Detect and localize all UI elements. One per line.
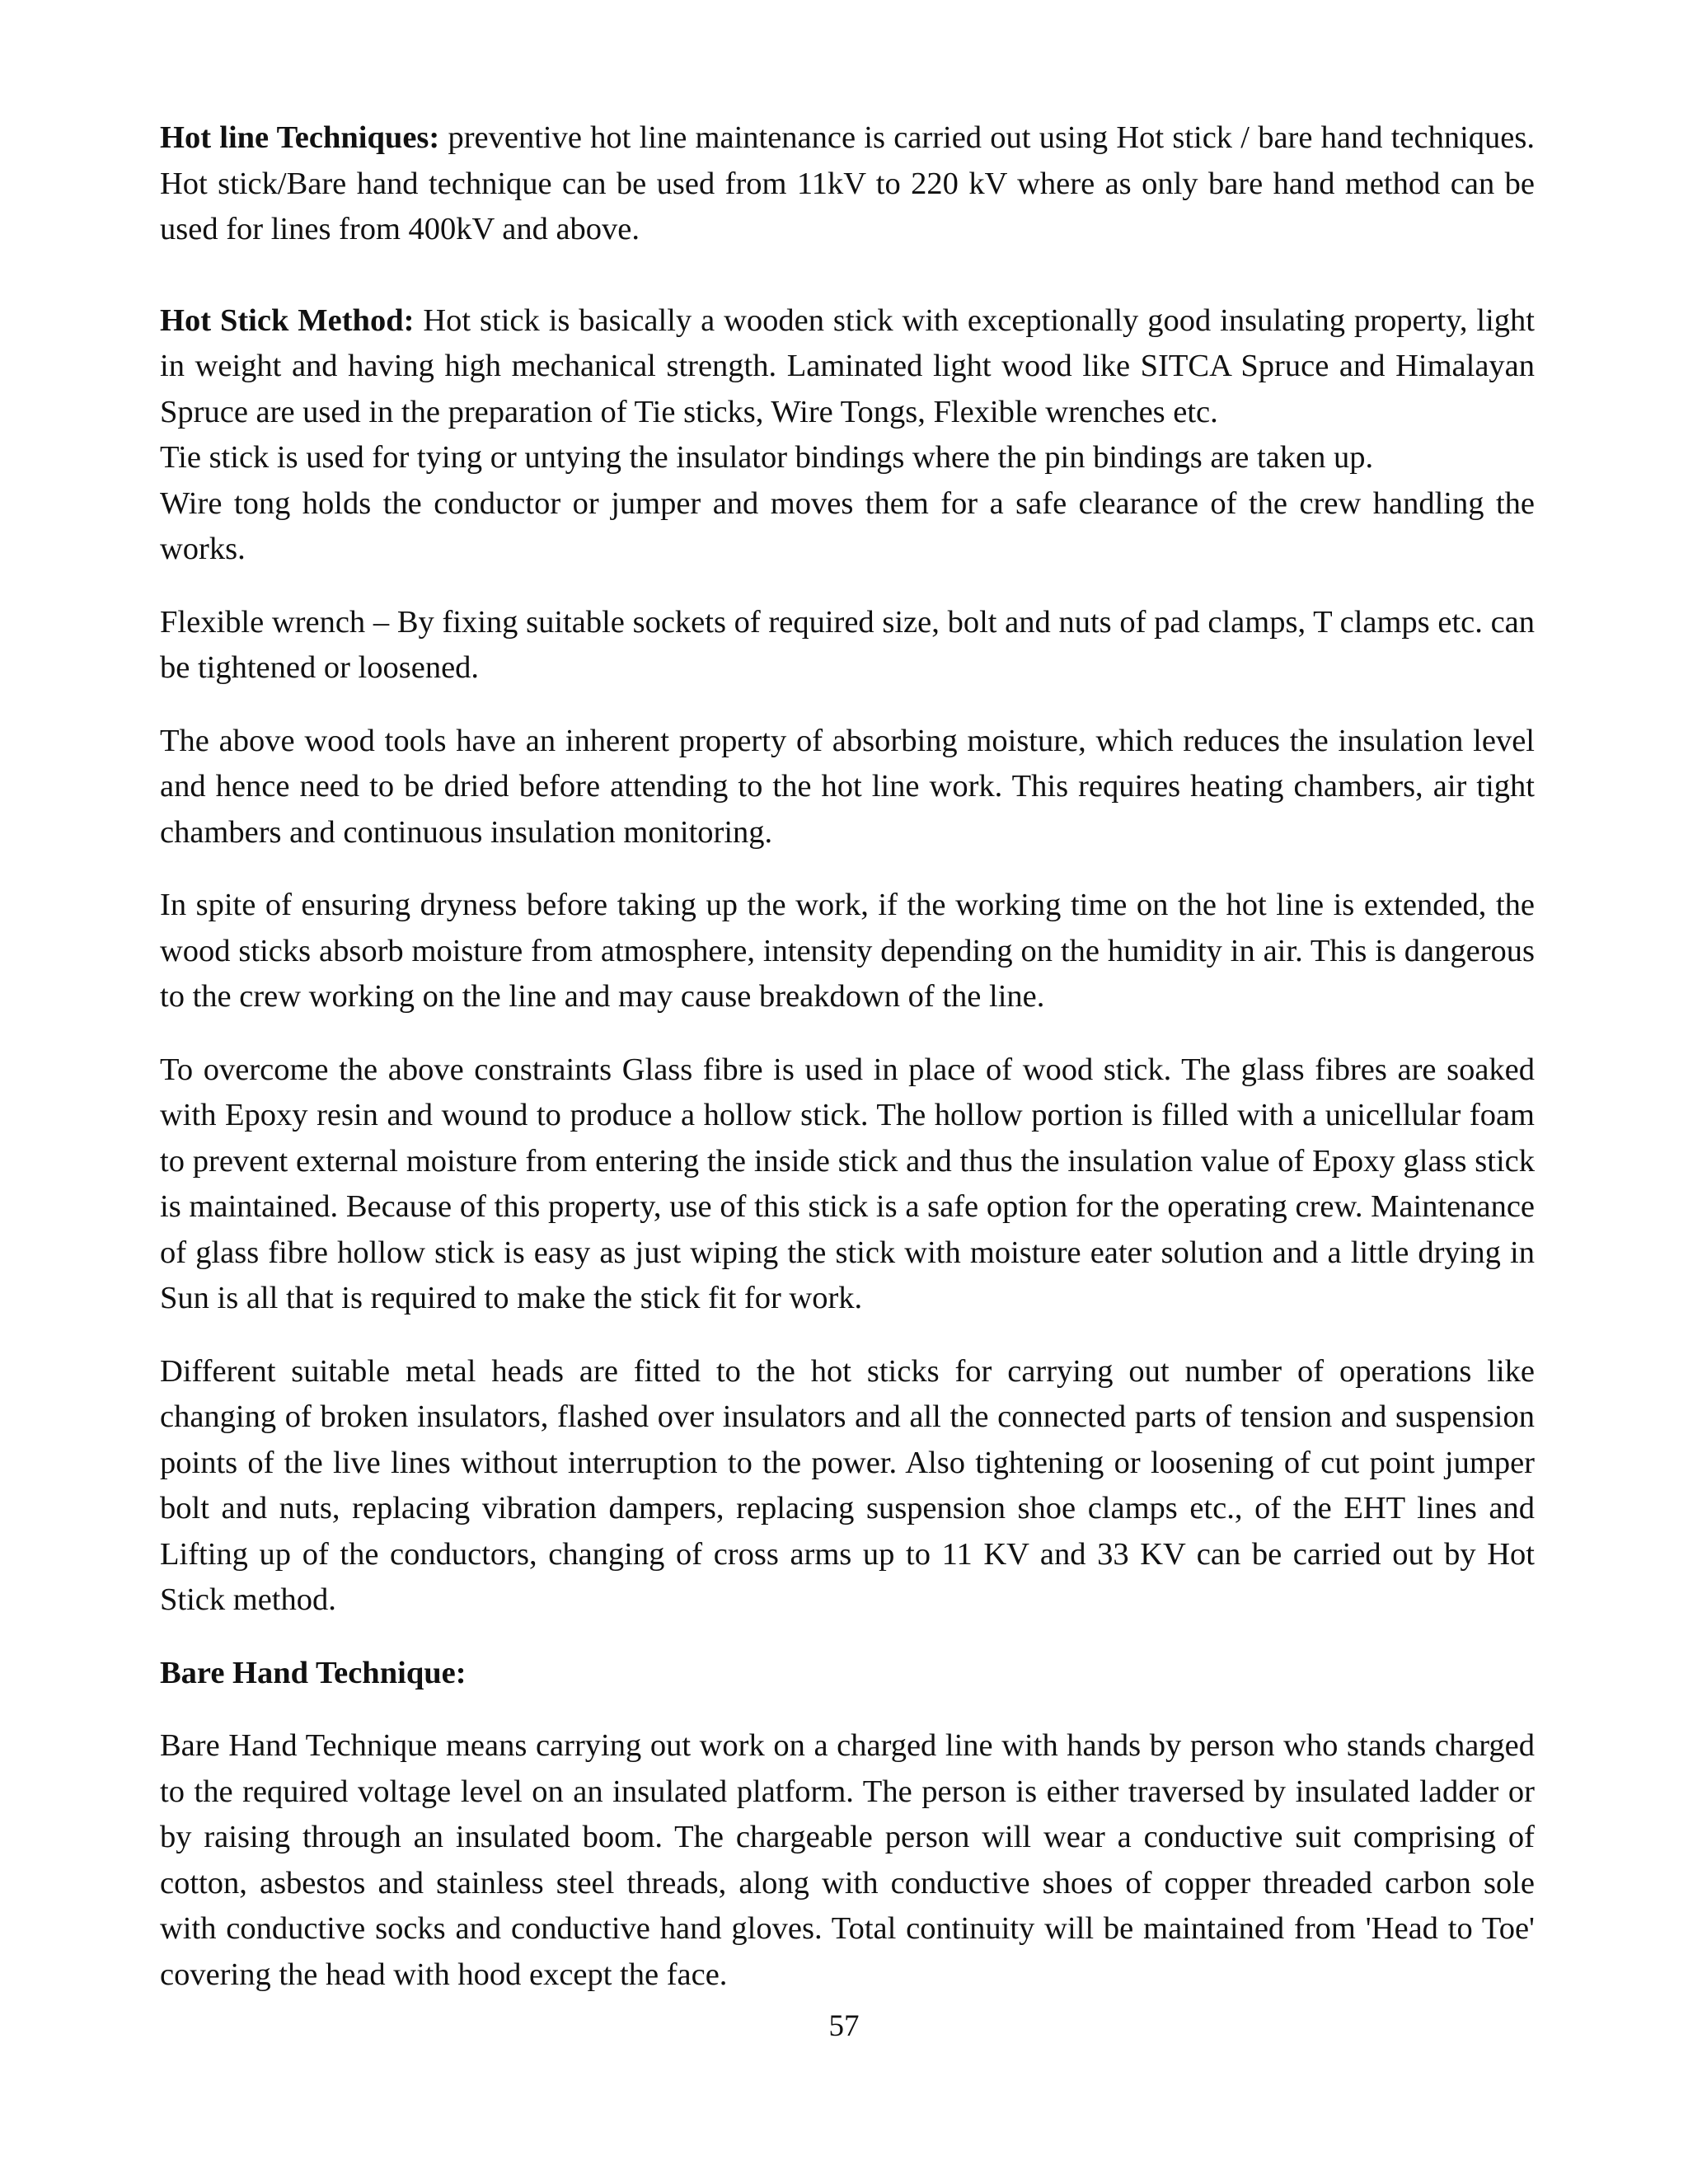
paragraph-hot-line-techniques [160, 115, 1535, 253]
hot-line-techniques-text: preventive hot line maintenance is carried out using Hot stick / bare hand techniques. Hot stick/Bare hand technique can be used from 11kV to 220 kV where as only bare hand method can be used for lines from 400kV and above. [160, 120, 1535, 246]
paragraph-flexible-wrench: Flexible wrench – By fixing suitable sockets of required size, bolt and nuts of pad clamps, T clamps etc. can be tightened or loosened. [160, 604, 1535, 685]
document-body [160, 115, 1535, 1998]
paragraph-bare-hand: Bare Hand Technique means carrying out work on a charged line with hands by person who stands charged to the required voltage level on an insulated platform. The person is either traversed by insulated ladder or by raising through an insulated boom. The chargeable person will wear a conductive suit comprising of cotton, asbestos and stainless steel threads, along with conductive shoes of copper threaded carbon sole with conductive socks and conductive hand gloves. Total continuity will be maintained from 'Head to Toe' covering the head with hood except the face. [160, 1728, 1535, 1992]
heading-bare-hand-technique: Bare Hand Technique: [160, 1655, 467, 1690]
paragraph-tie-stick: Tie stick is used for tying or untying the insulator bindings where the pin bindings are taken up. [160, 440, 1374, 475]
paragraph-glass-fibre: To overcome the above constraints Glass fibre is used in place of wood stick. The glass fibres are soaked with Epoxy resin and wound to produce a hollow stick. The hollow portion is filled with a unicellular foam to prevent external moisture from entering the inside stick and thus the insulation value of Epoxy glass stick is maintained. Because of this property, use of this stick is a safe option for the operating crew. Maintenance of glass fibre hollow stick is easy as just wiping the stick with moisture eater solution and a little drying in Sun is all that is required to make the stick fit for work. [160, 1052, 1535, 1315]
paragraph-dryness: In spite of ensuring dryness before taking up the work, if the working time on the hot line is extended, the wood sticks absorb moisture from atmosphere, intensity depending on the humidity in air. This is dangerous to the crew working on the line and may cause breakdown of the line. [160, 888, 1535, 1014]
hot-line-techniques-lead: Hot line Techniques: [160, 120, 440, 155]
hot-stick-method-lead: Hot Stick Method: [160, 302, 415, 338]
hot-stick-method-text: Hot stick is basically a wooden stick with exceptionally good insulating property, light in weight and having high mechanical strength. Laminated light wood like SITCA Spruce and Himalayan Spruce are used in the preparation of Tie sticks, Wire Tongs, Flexible wrenches etc. [160, 302, 1535, 429]
paragraph-wood-tools: The above wood tools have an inherent property of absorbing moisture, which reduces the insulation level and hence need to be dried before attending to the hot line work. This requires heating chambers, air tight chambers and continuous insulation monitoring. [160, 723, 1535, 850]
page-number: 57 [828, 2009, 860, 2043]
paragraph-wire-tong: Wire tong holds the conductor or jumper and moves them for a safe clearance of the crew handling the works. [160, 485, 1535, 566]
paragraph-metal-heads: Different suitable metal heads are fitted to the hot sticks for carrying out number of operations like changing of broken insulators, flashed over insulators and all the connected parts of tension and suspension points of the live lines without interruption to the power. Also tightening or loosening of cut point jumper bolt and nuts, replacing vibration dampers, replacing suspension shoe clamps etc., of the EHT lines and Lifting up of the conductors, changing of cross arms up to 11 KV and 33 KV can be carried out by Hot Stick method. [160, 1353, 1535, 1617]
paragraph-hot-stick-method [160, 298, 1535, 436]
